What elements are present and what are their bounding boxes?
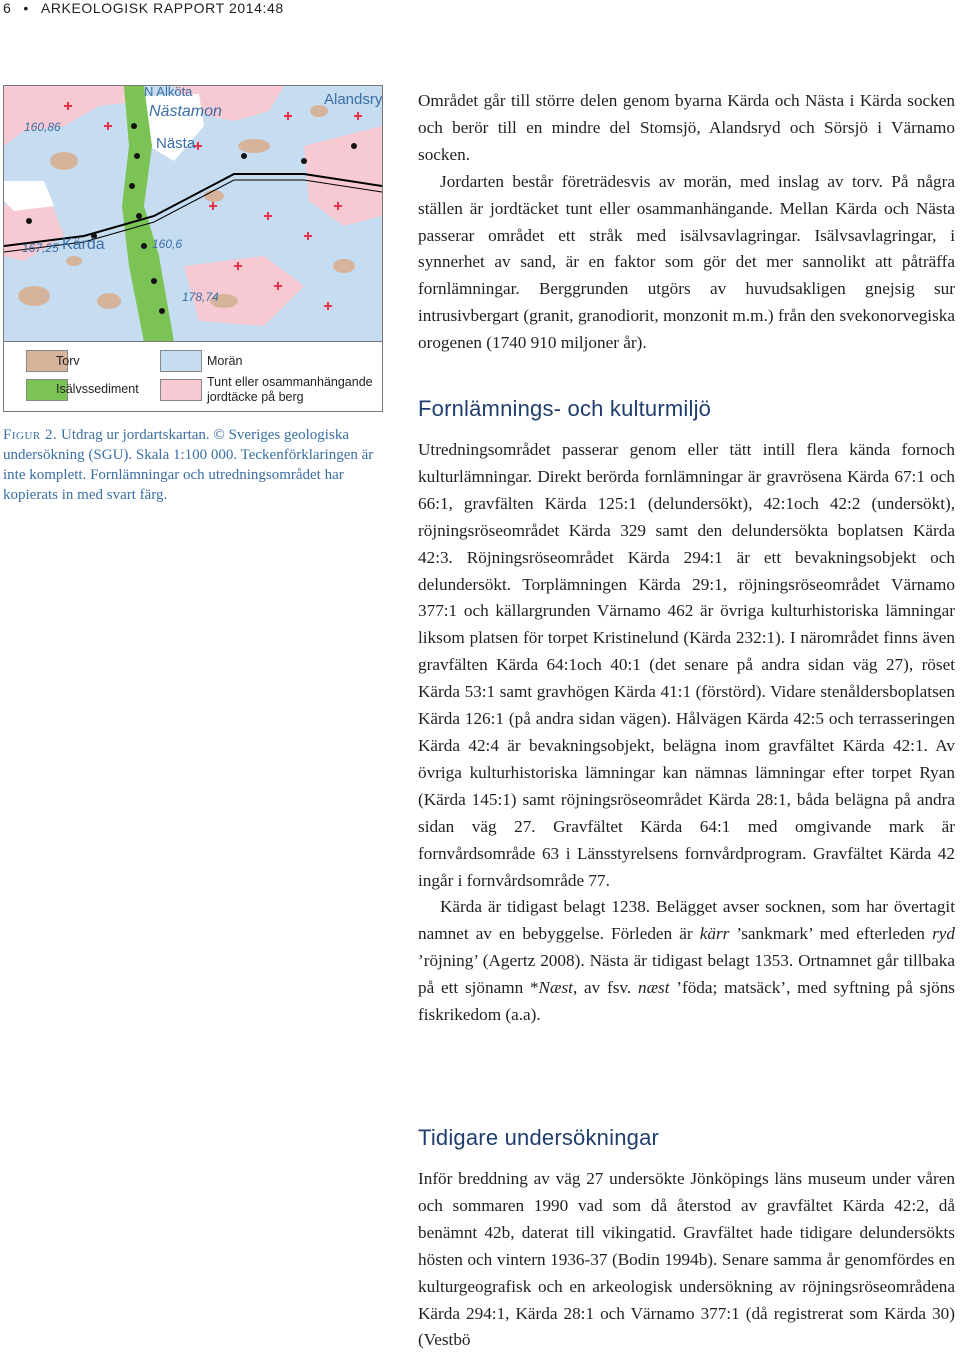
intro-paragraph-1: Området går till större delen genom byarna Kärda och Nästa i Kärda socken och berör till en mindre del Stomsjö, Alandsryd och Sörsjö i Värnamo socken. (418, 91, 955, 164)
legend-label-moran: Morän (207, 354, 243, 368)
legend-swatch-berg (160, 379, 202, 401)
map-label-elev-3: 160,6 (152, 237, 183, 251)
page-number: 6 (3, 0, 12, 16)
section-heading-tidigare: Tidigare undersökningar (418, 1125, 660, 1150)
intro-paragraph-2: Jordarten består företrädesvis av morän, med inslag av torv. På några ställen är jordtäcket tunt eller osammanhängande. Mellan Kärda och Nästa passerar området ett stråk med isälvsavlagringar. Isälvsavlagringar, i synnerhet av sand, är en faktor som gör det mer sannolikt att påträffa fornlämningar. Berggrunden utgörs av huvudsakligen gnejsig sur intrusivbergart (granit, granodiorit, monzonit m.m.) från den svekonorvegiska orogenen (1740 910 miljoner år). (418, 171, 955, 353)
figure-label: Figur 2. (3, 427, 58, 443)
intro-text (418, 88, 955, 357)
p2-em-karr: kärr (699, 924, 730, 944)
p2-text-d: , av fsv. (572, 978, 638, 998)
section-body-fornlamningar (418, 437, 955, 1029)
map-label-n-alkota: N Alköta (144, 86, 193, 99)
torv-patch (333, 259, 355, 273)
legend-label-berg: Tunt eller osammanhängande jordtäcke på berg (207, 375, 373, 404)
p2-em-ryd: ryd (932, 924, 955, 944)
report-title: ARKEOLOGISK RAPPORT 2014:48 (40, 0, 284, 16)
torv-patch (238, 139, 270, 153)
map-label-elev-4: 178,74 (182, 290, 219, 304)
soil-map (4, 86, 382, 342)
bullet-separator: • (23, 0, 29, 16)
p2-text-e: ’föda; matsäck’, med syftning på sjöns fiskrikedom (a.a). (418, 978, 955, 1025)
section-heading-fornlamningar: Fornlämnings- och kulturmiljö (418, 396, 712, 421)
p2-text-c: ’röjning’ (Agertz 2008). Nästa är tidigast belagt 1353. Ortnamnet går tillbaka på ett sjönamn * (418, 951, 955, 998)
fornlamningar-paragraph-1: Utredningsområdet passerar genom eller tätt intill flera kända fornoch kulturlämningar. Direkt berörda fornlämningar är gravrösena Kärda 67:1 och 66:1, gravfälten Kärda 125:1 (delundersökt), 42:1och 42:2 (undersökt), röjningsröseområdet Kärda 329 samt den delundersökta boplatsen Kärda 42:3. Röjningsröseområdet Kärda 294:1 är ett bevakningsobjekt och delundersökt. Torplämningen Kärda 29:1, röjningsröseområdet Värnamo 377:1 och källargrunden Värnamo 462 är övriga kulturhistoriska lämningar liksom platsen för torpet Kristinelund (Kärda 232:1). I närområdet finns även gravfälten Kärda 64:1och 40:1 (det senare på andra sidan väg 27), röset Kärda 53:1 samt gravhögen Kärda 41:1 (förstörd). Vidare stenåldersboplatsen Kärda 126:1 (på andra sidan vägen). Hålvägen Kärda 42:5 och terrasseringen Kärda 42:4 är bevakningsobjekt, belägna inom gravfältet Kärda 42:1. Av övriga kulturhistoriska lämningar kan nämnas lämningar efter torpet Ryan (Kärda 145:1) samt röjningsröseområdet Kärda 28:1, båda belägna på andra sidan väg 27. Gravfältet Kärda 64:1 med omgivande mark är fornvårdsområde 63 i Länsstyrelsens fornvårdprogram. Gravfältet Kärda 42 ingår i fornvårdsområde 77. (418, 440, 955, 890)
figure-caption (3, 425, 383, 505)
legend-label-torv: Torv (56, 354, 80, 368)
p2-text-a: Kärda är tidigast belagt 1238. Belägget avser socknen, som har övertagit namnet av en bebyggelse. Förleden är (418, 897, 955, 944)
legend-swatch-moran (160, 350, 202, 372)
section-body-tidigare (418, 1166, 955, 1354)
caption-text: Utdrag ur jordartskartan. © Sveriges geologiska undersökning (SGU). Skala 1:100 000. Teckenförklaringen är inte komplett. Fornlämningar och utredningsområdet har kopierats in med svart färg. (3, 427, 374, 503)
p2-em-naest-2: næst (637, 978, 670, 998)
running-head (3, 0, 284, 20)
map-label-elev-2: 167,25 (22, 241, 59, 255)
map-label-elev-1: 160,86 (24, 120, 61, 134)
p2-text-b: ’sankmark’ med efterleden (729, 924, 933, 944)
legend-label-isalvssediment: Isälvssediment (56, 382, 139, 396)
torv-patch (18, 286, 50, 306)
torv-patch (50, 152, 78, 170)
p2-em-naest-1: Næst (538, 978, 573, 998)
map-label-nastamon: Nästamon (149, 103, 222, 120)
map-label-karda: Kärda (62, 236, 105, 253)
map-label-alandsry: Alandsry (324, 91, 382, 108)
torv-patch (97, 293, 121, 309)
torv-patch (204, 190, 224, 202)
soil-map-figure (3, 85, 383, 412)
map-label-nasta: Nästa (156, 135, 196, 152)
fornlamningar-paragraph-2 (418, 894, 955, 1029)
tidigare-paragraph-1: Inför breddning av väg 27 undersökte Jönköpings läns museum under våren och sommaren 1990 vad som då återstod av gravfältet Kärda 42:2, då benämnt 42b, daterat till vikingatid. Gravfältet hade tidigare delundersökts hösten och vintern 1936-37 (Bodin 1994b). Senare samma år genomfördes en kulturgeografisk och en arkeologisk undersökning av röjningsröseområdena Kärda 294:1, Kärda 28:1 och Värnamo 377:1 (då registrerat som Kärda 30) (Vestbö (418, 1169, 955, 1350)
map-legend (4, 341, 382, 412)
torv-patch (66, 256, 82, 266)
